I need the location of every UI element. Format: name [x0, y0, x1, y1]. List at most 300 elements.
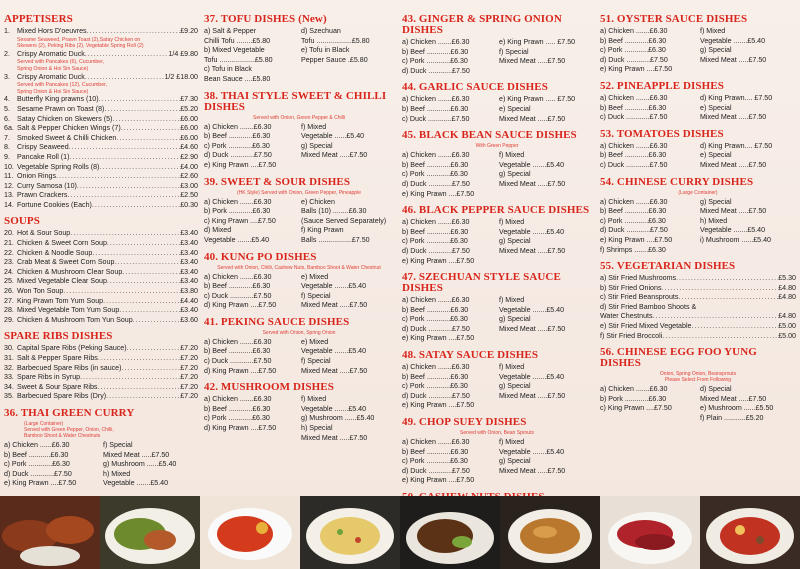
menu-item	[4, 354, 198, 364]
menu-item: b) Beef ............£6.30	[204, 404, 271, 413]
menu-item: d) King Prawn.... £7.50	[700, 141, 773, 150]
menu-item	[700, 65, 796, 75]
menu-item	[499, 190, 592, 200]
item-number: 1.	[4, 27, 10, 35]
menu-item	[4, 143, 198, 153]
menu-item: a) Chicken .......£6.30	[402, 438, 470, 447]
menu-item	[4, 277, 198, 287]
menu-item: d) Mixed	[204, 226, 232, 235]
dot-leader	[114, 258, 180, 268]
menu-item: a) Salt & Pepper	[204, 27, 257, 35]
item-number: 5.	[4, 104, 10, 113]
menu-item	[301, 161, 394, 171]
menu-item: b) Beef ............£6.30	[204, 282, 271, 291]
item-price: £4.80	[778, 283, 796, 292]
menu-item: a) Chicken .......£6.30	[402, 38, 470, 46]
menu-item: g) Special	[700, 197, 732, 206]
menu-item: f) Mixed	[499, 218, 525, 227]
item-name: a) Stir Fried Mushrooms	[600, 274, 677, 283]
menu-item: a) Chicken .......£6.30	[600, 385, 668, 394]
item-name: Capital Spare Ribs (Peking Sauce)	[17, 344, 127, 353]
item-number: 23.	[4, 258, 14, 267]
item-name: King Prawn Tom Yum Soup	[17, 296, 104, 305]
menu-item: b) Beef ............£6.30	[204, 347, 271, 356]
menu-item: Mixed Meat .....£7.50	[499, 391, 566, 400]
menu-item: e) King Prawn ..... £7.50	[499, 38, 576, 46]
price-column-right	[499, 363, 592, 411]
price-column-right	[301, 123, 394, 171]
menu-item: c) Pork ............£6.30	[4, 460, 70, 469]
menu-item: d) King Prawn ....£7.50	[204, 424, 277, 433]
food-photo-fried-rice	[300, 496, 400, 569]
price-column-right	[499, 151, 592, 199]
menu-item: h) Special	[301, 424, 333, 433]
menu-item: e) King Prawn ....£7.50	[600, 235, 673, 244]
item-name: Sesame Prawn on Toast (8)	[17, 104, 105, 113]
menu-column-2	[204, 14, 394, 449]
item-price: £7.20	[180, 373, 198, 382]
menu-item: f) Special	[301, 291, 331, 300]
menu-item: e) King Prawn ....£7.50	[402, 256, 475, 265]
menu-item: Balls (10) ........£6.30	[301, 207, 367, 216]
price-table	[600, 198, 796, 256]
price-table	[402, 218, 592, 266]
menu-item: b) Beef ............£6.30	[600, 36, 667, 45]
menu-item: b) Beef ............£6.30	[402, 104, 469, 113]
menu-item: d) Duck ............£7.50	[402, 391, 470, 400]
section-note: (Large Container)	[678, 189, 718, 196]
food-photo-sweet-sour	[200, 496, 300, 569]
menu-item: e) King Prawn ....£7.50	[402, 334, 475, 343]
item-number: 6.	[4, 114, 10, 123]
item-name: Smoked Sweet & Chilli Chicken	[17, 133, 117, 142]
menu-item	[4, 95, 198, 105]
menu-item: Vegetable .......£5.40	[700, 36, 766, 45]
menu-item: d) Duck ............£7.50	[402, 246, 470, 255]
price-column-left	[204, 338, 297, 376]
menu-item	[600, 274, 796, 284]
item-name: f) Stir Fried Broccoli	[600, 331, 663, 340]
menu-item: c) Pork ............£6.30	[402, 57, 468, 66]
oyster-section	[600, 14, 796, 75]
menu-item: b) Beef ............£6.30	[402, 47, 469, 56]
menu-item: e) Mixed	[301, 272, 329, 281]
menu-item: c) Duck ............£7.50	[600, 113, 668, 122]
item-price: £3.40	[180, 229, 198, 238]
menu-item	[4, 383, 198, 393]
item-description: Skewers (2), Peking Ribs (2), Vegetable Spring Roll (2)	[17, 43, 144, 50]
menu-item: d) King Prawn.... £7.50	[700, 93, 773, 102]
price-column-right	[301, 273, 394, 311]
item-name: Prawn Crackers	[17, 191, 68, 200]
dot-leader	[85, 73, 165, 83]
item-name: Salt & Pepper Chicken Wings (7)	[17, 124, 121, 133]
price-column-left	[600, 198, 696, 256]
menu-item: Mixed Meat .....£7.50	[301, 151, 368, 160]
section-title: SOUPS	[4, 215, 40, 228]
menu-item: Mixed Meat .....£7.50	[301, 433, 368, 442]
menu-item: f) Mixed	[499, 363, 525, 372]
item-number: 20.	[4, 229, 14, 238]
menu-item	[4, 316, 198, 326]
dot-leader	[63, 287, 180, 297]
price-column-left	[204, 198, 297, 246]
menu-item	[4, 115, 198, 125]
menu-item: b) Beef ............£6.30	[204, 132, 271, 141]
item-price: £4.80	[778, 312, 796, 321]
price-table	[600, 27, 796, 75]
item-number: 14.	[4, 200, 14, 209]
dot-leader	[121, 124, 181, 134]
price-column-left	[4, 441, 99, 499]
dot-leader	[99, 163, 180, 173]
egg-foo-yung-section	[600, 347, 796, 423]
menu-item: Vegetable .......£5.40	[499, 160, 565, 169]
section-title: 47. SZECHUAN STYLE SAUCE DISHES	[402, 271, 561, 295]
item-price: £3.80	[180, 287, 198, 296]
item-price: £3.40	[180, 306, 198, 315]
price-column-left	[600, 94, 696, 123]
dot-leader	[92, 249, 180, 259]
item-name: Sweet & Sour Spare Ribs	[17, 382, 98, 391]
item-number: 33.	[4, 373, 14, 382]
price-column-right	[499, 438, 592, 486]
food-photo-ribs	[0, 496, 100, 569]
dot-leader	[80, 373, 180, 383]
mushroom-section	[204, 382, 394, 443]
price-table	[600, 94, 796, 123]
menu-item: Mixed Meat .....£7.50	[499, 324, 566, 333]
price-column-right	[700, 94, 796, 123]
menu-item	[4, 124, 198, 134]
curry-section	[600, 177, 796, 256]
item-name: e) Stir Fried Mixed Vegetable	[600, 322, 692, 331]
menu-item: f) Mixed	[700, 27, 726, 35]
item-number: 13.	[4, 191, 14, 200]
item-price: £2.90	[180, 152, 198, 161]
item-number: 10.	[4, 162, 14, 171]
tofu-section	[204, 14, 394, 85]
food-photo-curry	[700, 496, 800, 569]
price-column-left	[600, 385, 696, 423]
menu-item: c) Pork ............£6.30	[600, 46, 666, 55]
menu-item	[600, 312, 796, 322]
menu-item: f) Special	[301, 357, 331, 366]
item-name: Spare Ribs in Syrup	[17, 373, 81, 382]
menu-item: f) Shrimps .......£6.30	[600, 245, 666, 254]
item-name: Pancake Roll (1)	[17, 152, 70, 161]
menu-item: Mixed Meat .....£7.50	[700, 394, 767, 403]
szechuan-section	[402, 272, 592, 344]
price-table	[402, 95, 592, 124]
item-name: Fortune Cookies (Each)	[17, 200, 92, 209]
item-price: £3.40	[180, 277, 198, 286]
menu-item	[4, 306, 198, 316]
menu-item: Mixed Meat .....£7.50	[499, 466, 566, 475]
menu-item	[4, 373, 198, 383]
menu-item: g) Mushroom ......£5.40	[103, 460, 177, 469]
menu-item: a) Chicken .......£6.30	[402, 296, 470, 305]
dot-leader	[122, 364, 181, 374]
menu-item: e) Mushroom ......£5.50	[700, 404, 774, 413]
menu-item: e) King Prawn ....£7.50	[402, 476, 475, 485]
item-price: 1/4 £9.80	[168, 49, 198, 58]
menu-item: g) Mushroom ......£5.40	[301, 414, 375, 423]
dot-leader	[119, 306, 180, 316]
item-number: 21.	[4, 239, 14, 248]
peking-section	[204, 317, 394, 376]
item-name: Mixed Hors D'oeuvres	[17, 27, 87, 35]
menu-item	[4, 27, 198, 37]
dot-leader	[69, 153, 180, 163]
menu-item	[4, 105, 198, 115]
price-column-right	[301, 338, 394, 376]
menu-item: c) Pork ............£6.30	[402, 237, 468, 246]
price-column-right	[700, 27, 796, 75]
section-title: 36. THAI GREEN CURRY	[4, 406, 135, 419]
menu-item: g) Special	[499, 170, 531, 179]
satay-section	[402, 350, 592, 411]
menu-item: d) Duck ............£7.50	[402, 179, 470, 188]
menu-item: a) Chicken .......£6.30	[204, 197, 272, 206]
menu-item: c) Pork ............£6.30	[402, 170, 468, 179]
price-table	[204, 123, 394, 171]
dot-leader	[104, 105, 180, 115]
menu-item	[499, 67, 592, 77]
menu-item: d) King Prawn ....£7.50	[204, 301, 277, 310]
food-photo-beef	[400, 496, 500, 569]
menu-item: Pepper Sauce .£5.80	[301, 55, 368, 64]
soups-section	[4, 216, 198, 325]
item-description: Served with Pancakes (12), Cucumber,	[17, 82, 107, 89]
section-title: 37. TOFU DISHES (New)	[204, 13, 327, 25]
item-price: 1/2 £18.00	[164, 72, 198, 81]
chop-suey-section	[402, 417, 592, 486]
menu-item: g) Special	[499, 237, 531, 246]
section-note: Served with Onion, Bean Sprouts	[460, 430, 534, 437]
menu-item: Vegetable ......£5.40	[301, 132, 365, 141]
menu-item: c) Pork ............£6.30	[600, 216, 666, 225]
menu-item: a) Chicken .......£6.30	[402, 218, 470, 227]
menu-item: a) Chicken .......£6.30	[600, 93, 668, 102]
menu-item: b) Beef ............£6.30	[600, 207, 667, 216]
appetisers-section	[4, 14, 198, 210]
item-number: 26.	[4, 287, 14, 296]
item-number: 11.	[4, 172, 14, 181]
item-name: Onion Rings	[17, 172, 57, 181]
item-number: 28.	[4, 306, 14, 315]
item-number: 30.	[4, 344, 14, 353]
menu-item	[499, 476, 592, 486]
item-price: £6.00	[180, 124, 198, 133]
menu-item: Mixed Meat .....£7.50	[103, 450, 170, 459]
dot-leader	[92, 201, 180, 211]
item-name: d) Stir Fried Bamboo Shoots &	[600, 302, 697, 311]
dot-leader	[127, 344, 181, 354]
menu-item	[4, 249, 198, 259]
dot-leader	[69, 143, 181, 153]
menu-item: Vegetable .......£5.40	[103, 479, 169, 488]
item-price: £2.50	[180, 191, 198, 200]
price-column-right	[301, 198, 394, 246]
price-column-left	[402, 38, 495, 76]
menu-item: d) Duck ............£7.50	[402, 66, 470, 75]
menu-item: c) Pork ............£6.30	[204, 414, 270, 423]
item-price: £0.30	[180, 200, 198, 209]
sweet-chilli-section	[204, 91, 394, 171]
section-note: (HK Style) Served with Onion, Green Pepper, Pineapple	[237, 189, 361, 196]
section-title: 49. CHOP SUEY DISHES	[402, 416, 527, 429]
item-price: £4.40	[180, 296, 198, 305]
menu-item: e) King Prawn ....£7.50	[4, 479, 77, 488]
item-name: Crispy Seaweed	[17, 143, 69, 152]
menu-item	[499, 334, 592, 344]
menu-item: Mixed Meat .....£7.50	[700, 160, 767, 169]
food-photos	[0, 496, 800, 569]
menu-item: c) Pork ............£6.30	[402, 382, 468, 391]
menu-item	[4, 182, 198, 192]
item-name: Chicken & Noodle Soup	[17, 248, 93, 257]
dot-leader	[107, 239, 180, 249]
item-name: Chicken & Mushroom Clear Soup	[17, 267, 123, 276]
menu-item: g) Special	[700, 46, 732, 55]
menu-item	[600, 293, 796, 303]
item-price: £5.30	[778, 274, 796, 283]
spare-ribs-section	[4, 331, 198, 402]
menu-item: Mixed Meat .....£7.50	[301, 366, 368, 375]
section-note: Bamboo Shoot & Water Chestnuts	[24, 432, 101, 439]
section-note: With Green Pepper	[475, 143, 519, 150]
price-column-right	[700, 142, 796, 171]
item-name: Won Ton Soup	[17, 287, 64, 296]
item-name: Vegetable Spring Rolls (8)	[17, 162, 100, 171]
menu-item: c) King Prawn ....£7.50	[204, 216, 276, 225]
dot-leader	[133, 316, 181, 326]
menu-item	[4, 364, 198, 374]
dot-leader	[99, 95, 181, 105]
item-price: £7.20	[180, 363, 198, 372]
menu-item	[301, 65, 394, 75]
section-title: SPARE RIBS DISHES	[4, 330, 113, 343]
menu-item: Vegetable .......£5.40	[301, 404, 367, 413]
item-price: £3.40	[180, 267, 198, 276]
section-title: 41. PEKING SAUCE DISHES	[204, 315, 350, 328]
menu-item: Vegetable .......£5.40	[499, 305, 565, 314]
price-table	[204, 338, 394, 376]
menu-item: Bean Sauce ....£5.80	[204, 74, 271, 83]
black-bean-section	[402, 130, 592, 199]
price-column-left	[204, 395, 297, 443]
section-title: 45. BLACK BEAN SAUCE DISHES	[402, 129, 577, 142]
menu-column-1	[4, 14, 198, 505]
menu-item: e) King Prawn ....£7.50	[402, 401, 475, 410]
menu-item: b) Beef ............£6.30	[402, 372, 469, 381]
item-name: c) Stir Fried Beansprouts	[600, 293, 679, 302]
dot-leader	[56, 172, 180, 182]
item-number: 25.	[4, 277, 14, 286]
menu-item: f) Mixed	[499, 151, 525, 160]
section-title: 43. GINGER & SPRING ONION DISHES	[402, 13, 562, 36]
food-photo-stir-fry	[100, 496, 200, 569]
menu-item: Mixed Meat .....£7.50	[499, 246, 566, 255]
section-title: 46. BLACK PEPPER SAUCE DISHES	[402, 204, 590, 217]
black-pepper-section	[402, 205, 592, 266]
menu-item: b) Beef ............£6.30	[600, 151, 667, 160]
dot-leader	[98, 354, 180, 364]
item-number: 31.	[4, 354, 14, 362]
item-price: £4.80	[778, 293, 796, 302]
menu-item: b) Beef ............£6.30	[600, 103, 667, 112]
menu-item: f) Special	[103, 440, 133, 449]
menu-item: b) Beef ............£6.30	[402, 447, 469, 456]
item-price: £7.20	[180, 354, 198, 362]
item-number: 8.	[4, 143, 10, 152]
tomatoes-section	[600, 129, 796, 171]
menu-item: Mixed Meat .....£7.50	[301, 301, 368, 310]
menu-item	[4, 268, 198, 278]
item-description: Sesame Seaweed, Prawn Toast (2),Satay Chicken on	[17, 36, 141, 43]
menu-item: c) Pork ............£6.30	[402, 457, 468, 466]
item-name: Hot & Sour Soup	[17, 229, 71, 238]
item-number: 9.	[4, 152, 10, 161]
menu-item: (Sauce Served Separately)	[301, 216, 387, 225]
menu-column-4	[600, 14, 796, 430]
price-column-left	[402, 218, 495, 266]
menu-item	[4, 172, 198, 182]
menu-item: h) Mixed	[103, 469, 131, 478]
section-title: 40. KUNG PO DISHES	[204, 250, 317, 263]
pineapple-section	[600, 81, 796, 123]
item-name: Water Chestnuts	[600, 312, 653, 321]
menu-item: c) Duck ............£7.50	[600, 160, 668, 169]
dot-leader	[112, 115, 180, 125]
menu-item: b) Beef ............£6.30	[402, 305, 469, 314]
menu-item: f) Special	[499, 47, 529, 56]
item-name: Chicken & Mushroom Tom Yun Soup	[17, 315, 133, 324]
menu-item: a) Chicken .......£6.30	[204, 337, 272, 346]
garlic-section	[402, 82, 592, 124]
menu-item: e) Special	[700, 103, 732, 112]
kung-po-section	[204, 252, 394, 311]
item-price: £3.40	[180, 239, 198, 248]
dot-leader	[662, 284, 779, 294]
section-note: Served with Onion, Spring Onion	[262, 329, 336, 336]
menu-item: Chilli Tofu ........£5.80	[204, 36, 271, 45]
price-table	[600, 385, 796, 423]
item-number: 22.	[4, 248, 14, 257]
menu-item: d) Duck ............£7.50	[204, 151, 272, 160]
menu-item: Vegetable .......£5.40	[204, 235, 270, 244]
menu-item: d) Duck ............£7.50	[402, 466, 470, 475]
menu-item: a) Chicken .......£6.30	[204, 272, 272, 281]
price-column-left	[402, 95, 495, 124]
section-note: Please Select From Following	[664, 377, 732, 384]
menu-item	[301, 75, 394, 85]
item-name: Barbecued Spare Ribs (in sauce)	[17, 363, 122, 372]
dot-leader	[122, 268, 180, 278]
menu-item: d) King Prawn ....£7.50	[204, 366, 277, 375]
menu-item: e) King Prawn ....£7.50	[402, 189, 475, 198]
menu-item: a) Chicken ......£6.30	[4, 440, 70, 449]
price-table	[402, 363, 592, 411]
menu-item: e) Special	[700, 151, 732, 160]
menu-item	[4, 287, 198, 297]
item-number: 27.	[4, 296, 14, 305]
menu-item: f) King Prawn	[301, 226, 344, 235]
dot-leader	[676, 274, 778, 284]
price-column-right	[700, 385, 796, 423]
menu-item	[600, 303, 796, 313]
